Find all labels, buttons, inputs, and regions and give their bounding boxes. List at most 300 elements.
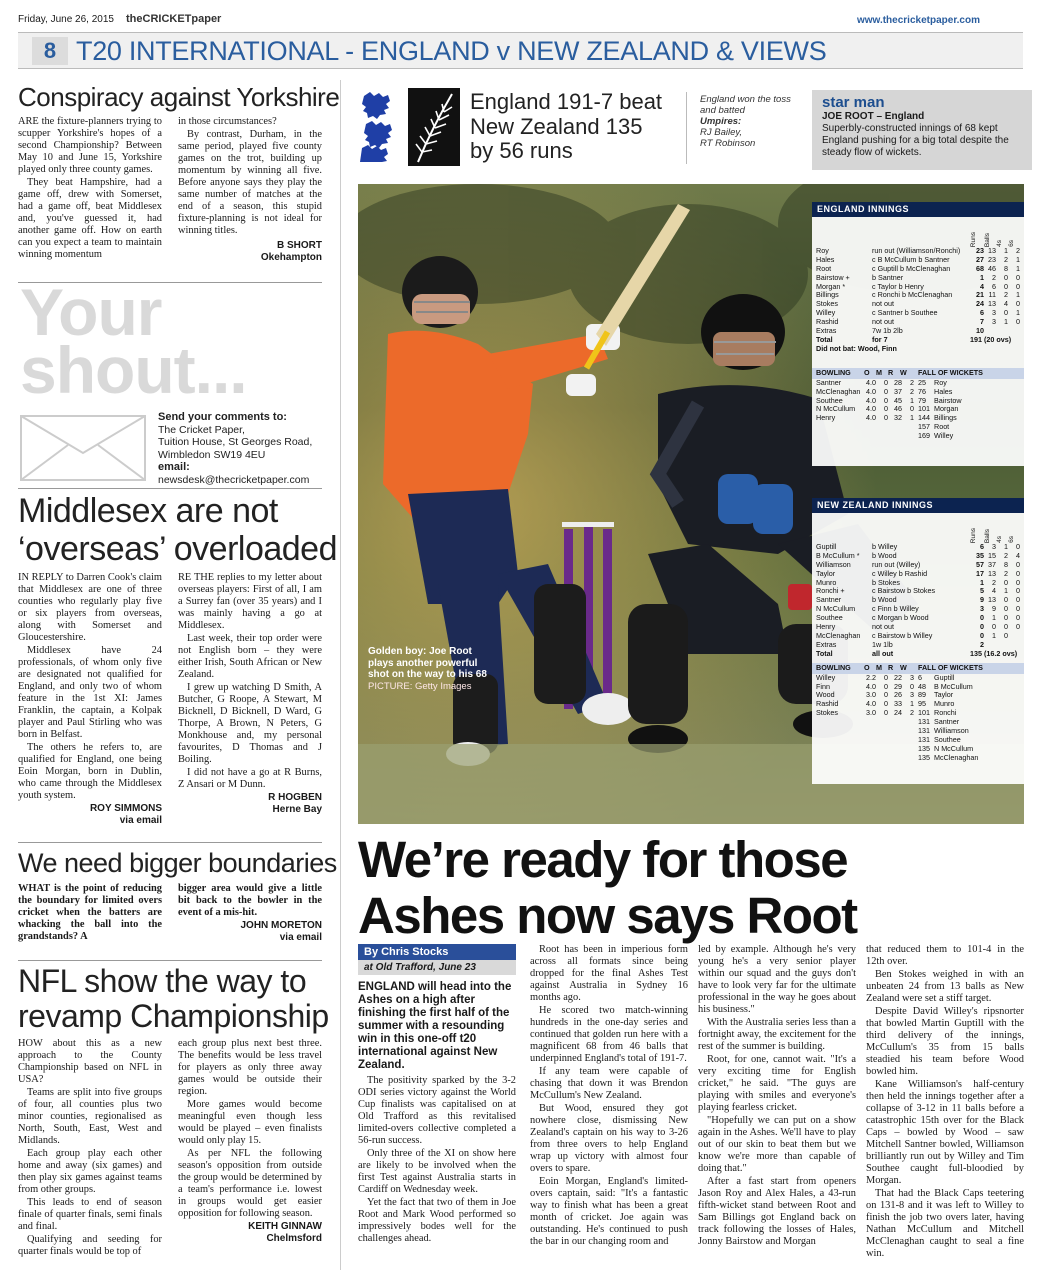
sixes: 2 (1016, 245, 1020, 255)
col-header: 6s (1008, 536, 1015, 543)
bowl-head-r: R (888, 662, 894, 672)
sixes (1008, 632, 1020, 641)
dismissal: c Willey b Rashid (872, 569, 928, 578)
overs: 4.0 (866, 395, 876, 405)
runs-conceded: 26 (894, 690, 902, 700)
runs-conceded: 32 (894, 413, 902, 423)
fow-score: 48 (918, 681, 926, 691)
sixes: 0 (1016, 299, 1020, 309)
batter-name: Guptill (816, 542, 837, 551)
headline-line: Ashes now says Root (358, 887, 857, 944)
byline: By Chris Stocks (358, 944, 516, 960)
bowling-rows (816, 379, 918, 441)
bowler-name: Rashid (816, 699, 839, 709)
umpire-name: RJ Bailey, (700, 127, 743, 138)
balls: 3 (992, 541, 996, 551)
match-officials (700, 94, 804, 149)
runs: 9 (980, 595, 984, 605)
sixes: 0 (1016, 613, 1020, 623)
headline-line: We’re ready for those (358, 831, 848, 888)
fow-score: 76 (918, 386, 926, 396)
sixes: 0 (1016, 541, 1020, 551)
fours: 0 (1004, 272, 1008, 282)
maidens: 0 (884, 386, 888, 396)
your-shout-line2: shout... (20, 333, 247, 407)
address-line: Tuition House, St Georges Road, (158, 436, 313, 448)
paragraph: bigger area would give a little bit back to the bowler in the event of a mis-hit. (178, 883, 322, 918)
wickets: 1 (910, 413, 914, 423)
runs-conceded: 45 (894, 395, 902, 405)
wickets: 0 (910, 681, 914, 691)
maidens: 0 (884, 690, 888, 700)
runs: 0 (980, 630, 984, 640)
maidens: 0 (884, 708, 888, 718)
wickets: 3 (910, 690, 914, 700)
paragraph: Yet the fact that two of them in Joe Root and Mark Wood performed so impressively bodes well for the challenges ahead. (358, 1197, 516, 1244)
masthead: theCRICKETpaper (126, 13, 222, 25)
page-number: 8 (32, 37, 68, 65)
overs: 2.2 (866, 672, 876, 682)
section-bar (18, 32, 1023, 69)
bowl-head-r: R (888, 367, 894, 377)
runs: 0 (980, 622, 984, 632)
fours: 1 (1004, 317, 1008, 327)
your-shout-line1: Your (20, 275, 162, 349)
overs: 4.0 (866, 681, 876, 691)
paragraph: WHAT is the point of reducing the boundary for limited overs cricket when the batters are whacking the ball into the grandstands? A (18, 883, 162, 942)
runs: 24 (976, 299, 984, 309)
send-label: Send your comments to: (158, 411, 287, 423)
wickets: 2 (910, 377, 914, 387)
runs: 27 (976, 254, 984, 264)
batter-name: Rashid (816, 318, 839, 327)
balls: 37 (988, 559, 996, 569)
dismissal: b Wood (872, 596, 897, 605)
maidens: 0 (884, 377, 888, 387)
sixes: 0 (1016, 595, 1020, 605)
maidens: 0 (884, 699, 888, 709)
maidens: 0 (884, 404, 888, 414)
article-col3 (698, 944, 856, 1249)
paragraph: "Hopefully we can put on a show again in the Ashes. We'll have to play out of our skin to beat them but we know we're more than capable of doing that." (698, 1115, 856, 1174)
fow-score: 79 (918, 395, 926, 405)
dismissal: b Willey (872, 542, 898, 551)
bowler-name: Wood (816, 690, 835, 700)
fow-batter: Ronchi (934, 708, 957, 718)
fours: 0 (1004, 577, 1008, 587)
dismissal: c Santner b Southee (872, 309, 938, 318)
balls: 6 (992, 281, 996, 291)
dismissal: run out (Williamson/Ronchi) (872, 246, 961, 255)
caption-text: Golden boy: Joe Root plays another powerful shot on the way to his 68 (368, 646, 487, 680)
result-line: New Zealand 135 (470, 113, 643, 139)
runs: 10 (976, 326, 984, 336)
fow-batter: Hales (934, 386, 953, 396)
paragraph: led by example. Although he's very young he's a very senior player within our squad and the guys don't have to look very far for the ultimate professional in the way he goes about his business." (698, 944, 856, 1015)
fow-batter: Willey (934, 431, 954, 441)
maidens: 0 (884, 395, 888, 405)
fours: 2 (1004, 568, 1008, 578)
bowling-row (816, 709, 918, 718)
runs-conceded: 33 (894, 699, 902, 709)
batter-name: Williamson (816, 560, 851, 569)
fow-score: 144 (918, 413, 930, 423)
batter-name: Billings (816, 291, 839, 300)
star-man-box (812, 90, 1032, 170)
batter-name: Extras (816, 640, 837, 649)
paragraph: That had the Black Caps teetering on 131-8 and it was left to Willey to finish the job two overs later, having Nathan McCullum and Mitchell McClenaghan caught to seal a fine win. (866, 1188, 1024, 1259)
batter-name: Munro (816, 578, 837, 587)
runs: 6 (980, 541, 984, 551)
dateline: at Old Trafford, June 23 (358, 960, 516, 975)
col-header: 4s (996, 536, 1003, 543)
dismissal: c Bairstow b Stokes (872, 587, 936, 596)
batter-name: Bairstow + (816, 273, 850, 282)
col-header: Runs (970, 231, 977, 247)
balls: 11 (988, 290, 996, 300)
fours: 0 (1004, 595, 1008, 605)
letter-title: ‘overseas’ overloaded (18, 530, 337, 568)
paragraph: I grew up watching D Smith, A Butcher, G Roope, A Stewart, M Bicknell, D Bicknell, D Ward, G Thorpe, A Brown, N Peters, G Monkhouse and, my personal favourites, D Thomas and J Boiling. (178, 682, 322, 765)
batter-name: Hales (816, 255, 835, 264)
wickets: 2 (910, 708, 914, 718)
overs: 4.0 (866, 386, 876, 396)
article-col1 (358, 944, 516, 1246)
fours: 0 (1004, 604, 1008, 614)
fours: 8 (1004, 263, 1008, 273)
innings-title: ENGLAND INNINGS (812, 202, 1024, 217)
umpires-label: Umpires: (700, 116, 742, 127)
paragraph: HOW about this as a new approach to the County Championship based on NFL in USA? (18, 1038, 162, 1085)
page-date: Friday, June 26, 2015 (18, 14, 114, 25)
runs: 3 (980, 604, 984, 614)
balls: 3 (992, 317, 996, 327)
paragraph: As per NFL the following season's opposition from outside the group would be determined by a team's performance i.e. lowest in groups would get easier opposition for following season. (178, 1148, 322, 1219)
match-photo (358, 184, 1024, 824)
fow-head: FALL OF WICKETS (918, 367, 983, 377)
balls: 46 (988, 263, 996, 273)
letter-title: We need bigger boundaries (18, 848, 337, 878)
balls: 1 (992, 613, 996, 623)
batter-name: Total (816, 649, 833, 658)
paragraph: RE THE replies to my letter about overseas players: First of all, I am a Surrey fan (over 35 years) and I was mainly having a go at Middlesex. (178, 572, 322, 631)
batter-name: B McCullum * (816, 551, 860, 560)
runs-conceded: 22 (894, 672, 902, 682)
overs: 3.0 (866, 690, 876, 700)
sixes: 1 (1016, 263, 1020, 273)
runs: 21 (976, 290, 984, 300)
batter-name: McClenaghan (816, 631, 861, 640)
dismissal: c Finn b Willey (872, 605, 919, 614)
fow-row (918, 754, 1020, 763)
fours: 2 (1004, 550, 1008, 560)
signature-name: ROY SIMMONS (89, 803, 162, 814)
balls: 13 (988, 245, 996, 255)
col-header: Balls (984, 232, 991, 247)
wickets: 3 (910, 672, 914, 682)
runs: 2 (980, 639, 984, 649)
bowling-row (816, 414, 918, 423)
bowl-head-w: W (900, 367, 907, 377)
runs-conceded: 37 (894, 386, 902, 396)
dismissal: not out (872, 300, 894, 309)
paragraph: IN REPLY to Darren Cook's claim that Middlesex are one of three counties who regularly play five or six players from overseas, along with Somerset and Gloucestershire. (18, 572, 162, 643)
fours: 2 (1004, 290, 1008, 300)
paragraph: Root has been in imperious form across all formats since being dropped for the final Ashes Test against Australia in Sydney 16 months ago. (530, 944, 688, 1003)
bowling-rows (816, 674, 918, 763)
fow-score: 157 (918, 422, 930, 432)
fow-batter: Roy (934, 377, 947, 387)
fours: 2 (1004, 254, 1008, 264)
fow-head: FALL OF WICKETS (918, 662, 983, 672)
paragraph: The others he refers to, are qualified for England, one being Eoin Morgan, born in Dublin, who came through the Middlesex youth system. (18, 742, 162, 801)
runs: 1 (980, 577, 984, 587)
paragraph: He scored two match-winning hundreds in the one-day series and continued that golden run here with a magnificent 68 from 46 balls that underpinned England's total of 191-7. (530, 1005, 688, 1064)
paragraph: in those circumstances? (178, 116, 277, 127)
dismissal: b Wood (872, 551, 897, 560)
fours: 0 (1004, 281, 1008, 291)
star-man-text: Superbly-constructed innings of 68 kept England pushing for a big total despite the steady flow of wickets. (822, 123, 1009, 158)
batter-name: Henry (816, 623, 836, 632)
col-header: Balls (984, 528, 991, 543)
paragraph: Teams are split into five groups of four, all counties plus two minor counties, regionalised as North, South, East, West and Midlands. (18, 1087, 162, 1146)
fow-score: 135 (918, 752, 930, 762)
fow-row (918, 432, 1020, 441)
sixes: 0 (1016, 559, 1020, 569)
bowler-name: Henry (816, 413, 836, 423)
paragraph: Last week, their top order were not English born – they were either Irish, South African or New Zealand. (178, 633, 322, 680)
dismissal: b Stokes (872, 578, 900, 587)
runs: 5 (980, 586, 984, 596)
letter-boundaries (18, 846, 337, 944)
fours: 0 (1004, 622, 1008, 632)
sixes: 0 (1016, 281, 1020, 291)
fow-score: 169 (918, 431, 930, 441)
total-score: 135 (16.2 ovs) (970, 648, 1018, 658)
paragraph: Qualifying and seeding for quarter finals would be top of (18, 1234, 162, 1257)
runs: 68 (976, 263, 984, 273)
fow-score: 101 (918, 708, 930, 718)
balls: 15 (988, 550, 996, 560)
sixes: 0 (1016, 577, 1020, 587)
bowl-head-o: O (864, 662, 870, 672)
bowler-name: Santner (816, 377, 842, 387)
batter-name: Morgan * (816, 282, 846, 291)
letter-title: NFL show the way to (18, 963, 307, 999)
fours: 1 (1004, 541, 1008, 551)
bowler-name: Southee (816, 395, 843, 405)
bowler-name: Finn (816, 681, 830, 691)
batter-name: Extras (816, 327, 837, 336)
runs: 57 (976, 559, 984, 569)
sixes: 0 (1016, 272, 1020, 282)
wickets: 1 (910, 699, 914, 709)
bowling-head: BOWLING (816, 367, 851, 377)
total-score: 191 (20 ovs) (970, 334, 1012, 344)
signature-name: R HOGBEN (268, 792, 322, 803)
runs: 0 (980, 613, 984, 623)
dismissal: b Santner (872, 273, 904, 282)
paragraph: But Wood, ensured they got nowhere close, dismissing New Zealand's captain on his way to 3-26 from three overs to help England wrap up victory with almost four overs to spare. (530, 1103, 688, 1174)
paragraph: Root, for one, cannot wait. "It's a very exciting time for English cricket," he said. "The guys are playing with smiles and everyone's playing fearless cricket. (698, 1054, 856, 1113)
article-headline (358, 832, 1024, 944)
paragraph: each group plus next best three. The benefits would be less travel for players as only three away games would be outside their region. (178, 1038, 322, 1097)
sixes: 0 (1016, 622, 1020, 632)
letter-col1 (18, 116, 162, 263)
star-man-label: star man (822, 94, 885, 111)
fours: 0 (1004, 613, 1008, 623)
letter-conspiracy (18, 80, 340, 263)
fow-score: 131 (918, 717, 930, 727)
signature-name: JOHN MORETON (240, 920, 322, 931)
fow-score: 25 (918, 377, 926, 387)
article-intro: ENGLAND will head into the Ashes on a high after finishing the first half of the summer with a resounding win in this one-off t20 international against New Zealand. (358, 981, 512, 1071)
bowler-name: N McCullum (816, 404, 856, 414)
dismissal: run out (Willey) (872, 560, 921, 569)
batter-name: Southee (816, 614, 843, 623)
runs: 4 (980, 281, 984, 291)
dismissal: not out (872, 318, 894, 327)
letter-nfl (18, 963, 329, 1259)
england-flag-icon (358, 88, 408, 166)
bowl-head-w: W (900, 662, 907, 672)
paragraph: that reduced them to 101-4 in the 12th over. (866, 944, 1024, 967)
dismissal: all out (872, 649, 894, 658)
envelope-icon (20, 415, 146, 481)
dismissal: not out (872, 623, 894, 632)
paragraph: Ben Stokes weighed in with an unbeaten 24 from 13 balls as New Zealand were set a stiff target. (866, 969, 1024, 1004)
england-scorecard (812, 202, 1024, 466)
fow-batter: McClenaghan (934, 752, 979, 762)
balls: 1 (992, 630, 996, 640)
fours: 4 (1004, 299, 1008, 309)
dismissal: c Taylor b Henry (872, 282, 924, 291)
balls: 13 (988, 568, 996, 578)
bowl-head-m: M (876, 662, 882, 672)
dismissal: c B McCullum b Santner (872, 255, 950, 264)
signature-place: Herne Bay (272, 803, 322, 815)
fow-batter: Taylor (934, 690, 954, 700)
fow-rows (918, 379, 1020, 441)
balls: 13 (988, 595, 996, 605)
fow-batter: Guptill (934, 672, 955, 682)
sixes: 0 (1016, 604, 1020, 614)
batter-name: Willey (816, 309, 836, 318)
fow-score: 131 (918, 734, 930, 744)
your-shout-box (18, 275, 322, 486)
sixes: 1 (1016, 308, 1020, 318)
website-url[interactable]: www.thecricketpaper.com (856, 15, 980, 26)
fow-score: 131 (918, 726, 930, 736)
sixes: 0 (1016, 568, 1020, 578)
article-col4 (866, 944, 1024, 1261)
col-header: 6s (1008, 240, 1015, 247)
balls: 3 (992, 308, 996, 318)
wickets: 0 (910, 404, 914, 414)
fow-score: 101 (918, 404, 930, 414)
wickets: 2 (910, 386, 914, 396)
photo-caption (368, 646, 496, 692)
batting-row (812, 632, 1024, 641)
wickets: 1 (910, 395, 914, 405)
runs: 23 (976, 245, 984, 255)
fours: 1 (1004, 586, 1008, 596)
overs: 4.0 (866, 413, 876, 423)
paragraph: Despite David Willey's ripsnorter that bowled Martin Guptill with the third delivery of the innings, McCullum's 35 from 15 balls steadied his team before Wood bowled him. (866, 1006, 1024, 1077)
fow-batter: B McCullum (934, 681, 973, 691)
overs: 4.0 (866, 699, 876, 709)
batting-row (812, 650, 1024, 659)
runs: 7 (980, 317, 984, 327)
signature-place: Chelmsford (266, 1232, 322, 1244)
paragraph: The positivity sparked by the 3-2 ODI series victory against the World Cup finalists was capitalised on at Old Trafford as this revitalised limited-overs collective completed a 56-run success. (358, 1075, 516, 1146)
overs: 3.0 (866, 708, 876, 718)
col-header: Runs (970, 527, 977, 543)
runs-conceded: 29 (894, 681, 902, 691)
letter-col2 (178, 116, 322, 263)
sixes: 1 (1016, 254, 1020, 264)
fow-batter: Bairstow (934, 395, 962, 405)
batting-rows (812, 247, 1024, 345)
runs: 35 (976, 550, 984, 560)
sixes: 1 (1016, 290, 1020, 300)
photo-credit: PICTURE: Getty Images (368, 680, 472, 692)
paragraph: Middlesex have 24 professionals, of whom only five are designated not qualified for England, and only two of whom feature in the 1st XI: James Franklin, the captain, a Kolpak player and Paul Stirling who was born in Belfast. (18, 645, 162, 740)
dismissal: c Morgan b Wood (872, 614, 929, 623)
letter-middlesex (18, 492, 337, 826)
signature-place: via email (279, 931, 322, 943)
fow-batter: Morgan (934, 404, 959, 414)
runs: 1 (980, 272, 984, 282)
col-header: 4s (996, 240, 1003, 247)
balls: 4 (992, 586, 996, 596)
sixes: 0 (1016, 317, 1020, 327)
fow-score: 89 (918, 690, 926, 700)
dismissal: c Bairstow b Willey (872, 631, 933, 640)
signature-place: via email (119, 814, 162, 826)
fow-batter: Billings (934, 413, 957, 423)
dismissal: 1w 1lb (872, 640, 893, 649)
signature-name: B SHORT (277, 240, 322, 251)
fow-batter: Southee (934, 734, 961, 744)
balls: 0 (992, 622, 996, 632)
bowler-name: McClenaghan (816, 386, 861, 396)
balls: 9 (992, 604, 996, 614)
batter-name: Stokes (816, 300, 838, 309)
maidens: 0 (884, 413, 888, 423)
address-line: The Cricket Paper, (158, 423, 245, 436)
result-line: by 56 runs (470, 138, 573, 163)
paragraph: With the Australia series less than a fortnight away, the excitement for the rest of the summer is building. (698, 1017, 856, 1052)
bowler-name: Stokes (816, 708, 838, 718)
batter-name: Roy (816, 246, 829, 255)
paragraph: Only three of the XI on show here are likely to be involved when the first Test against Australia starts in Cardiff on Wednesday week. (358, 1148, 516, 1195)
maidens: 0 (884, 681, 888, 691)
batter-name: Total (816, 335, 833, 344)
sixes: 0 (1016, 586, 1020, 596)
article-col2 (530, 944, 688, 1249)
fow-rows (918, 674, 1020, 763)
email-address[interactable]: newsdesk@thecricketpaper.com (158, 473, 310, 486)
fow-batter: Root (934, 422, 950, 432)
batter-name: N McCullum (816, 605, 856, 614)
balls: 23 (988, 254, 996, 264)
batter-name: Santner (816, 596, 842, 605)
match-result (470, 90, 662, 164)
fours: 0 (1004, 308, 1008, 318)
batting-row (812, 318, 1024, 327)
balls: 13 (988, 299, 996, 309)
